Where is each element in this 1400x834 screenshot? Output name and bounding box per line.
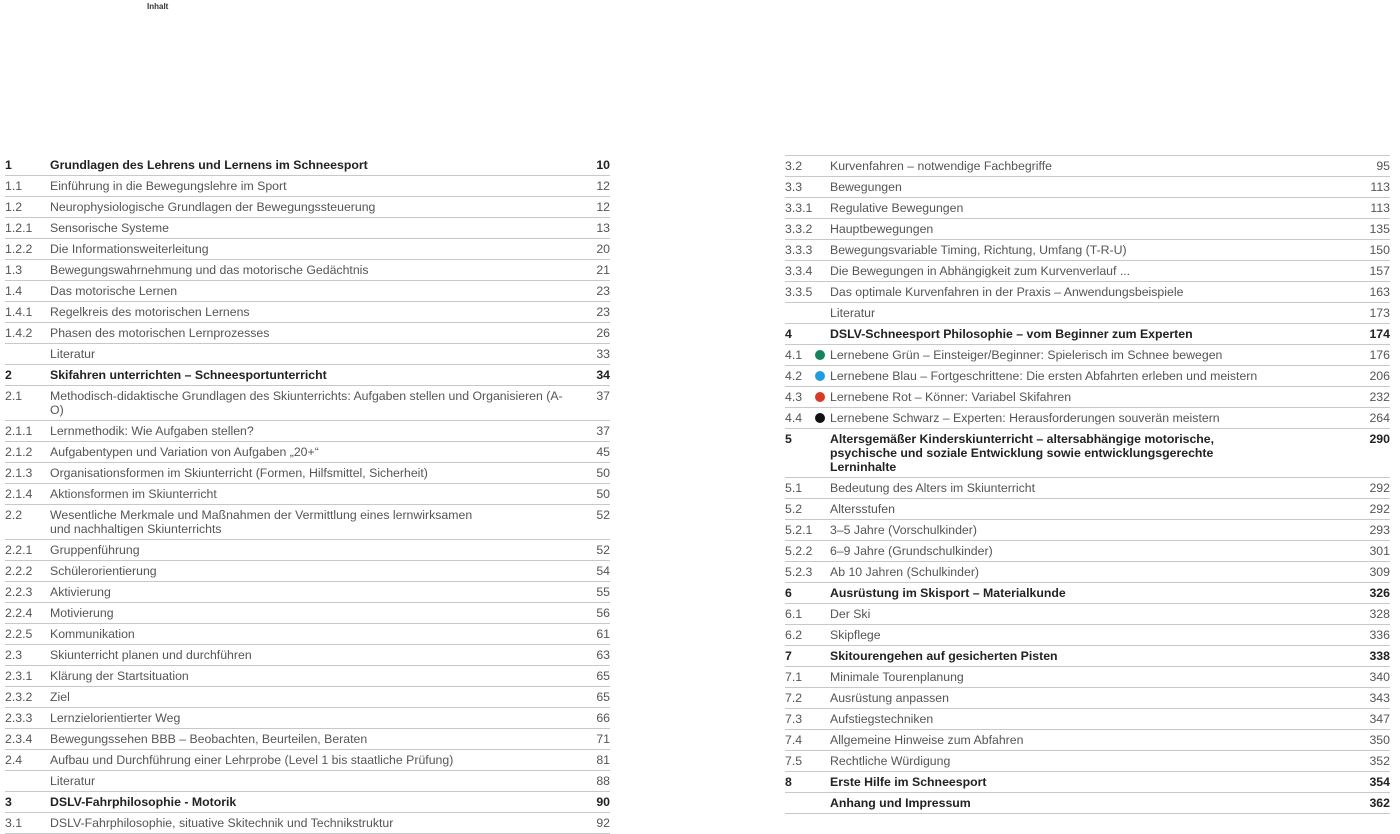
entry-page: 336 bbox=[1369, 628, 1390, 642]
entry-number: 7.4 bbox=[785, 733, 803, 747]
entry-title: Regelkreis des motorischen Lernens bbox=[50, 305, 250, 319]
toc-entry[interactable] bbox=[5, 463, 610, 484]
level-gruen-dot-icon bbox=[815, 350, 825, 360]
entry-number: 3.3.3 bbox=[785, 243, 813, 257]
toc-entry[interactable] bbox=[5, 792, 610, 813]
entry-page: 45 bbox=[596, 445, 610, 459]
toc-entry[interactable] bbox=[5, 729, 610, 750]
entry-title: Bewegungsvariable Timing, Richtung, Umfang (T-R-U) bbox=[830, 243, 1127, 257]
entry-number: 5.2 bbox=[785, 502, 803, 516]
entry-page: 10 bbox=[596, 158, 610, 172]
entry-number: 1.2.1 bbox=[5, 221, 33, 235]
entry-page: 34 bbox=[596, 368, 610, 382]
entry-title: Neurophysiologische Grundlagen der Bewegungssteuerung bbox=[50, 200, 376, 214]
toc-entry[interactable] bbox=[5, 386, 610, 421]
entry-number: 1.3 bbox=[5, 263, 23, 277]
toc-entry[interactable] bbox=[785, 793, 1390, 814]
entry-page: 135 bbox=[1369, 222, 1390, 236]
entry-number: 4.2 bbox=[785, 369, 803, 383]
entry-page: 63 bbox=[596, 648, 610, 662]
toc-entry[interactable] bbox=[785, 772, 1390, 793]
entry-number: 1.2 bbox=[5, 200, 23, 214]
entry-title: Anhang und Impressum bbox=[830, 796, 971, 810]
entry-title: Schülerorientierung bbox=[50, 564, 157, 578]
toc-entry[interactable] bbox=[5, 260, 610, 281]
toc-entry[interactable] bbox=[785, 478, 1390, 499]
entry-title: DSLV-Schneesport Philosophie – vom Beginner zum Experten bbox=[830, 327, 1193, 341]
entry-page: 347 bbox=[1369, 712, 1390, 726]
entry-title: Organisationsformen im Skiunterricht (Formen, Hilfsmittel, Sicherheit) bbox=[50, 466, 428, 480]
entry-number: 2.2.2 bbox=[5, 564, 33, 578]
entry-number: 7.2 bbox=[785, 691, 803, 705]
entry-number: 2.3 bbox=[5, 648, 23, 662]
toc-entry[interactable] bbox=[5, 344, 610, 365]
toc-entry[interactable] bbox=[785, 366, 1390, 387]
entry-number: 3.3 bbox=[785, 180, 803, 194]
toc-entry[interactable] bbox=[785, 345, 1390, 366]
entry-number: 1.1 bbox=[5, 179, 23, 193]
toc-entry[interactable] bbox=[785, 499, 1390, 520]
entry-title: Grundlagen des Lehrens und Lernens im Schneesport bbox=[50, 158, 368, 172]
toc-entry[interactable] bbox=[785, 688, 1390, 709]
entry-title: Ausrüstung im Skisport – Materialkunde bbox=[830, 586, 1066, 600]
entry-page: 88 bbox=[596, 774, 610, 788]
entry-page: 352 bbox=[1369, 754, 1390, 768]
entry-number: 3 bbox=[5, 795, 12, 809]
toc-entry[interactable] bbox=[5, 687, 610, 708]
entry-number: 1 bbox=[5, 158, 12, 172]
entry-page: 52 bbox=[596, 543, 610, 557]
level-blau-dot-icon bbox=[815, 371, 825, 381]
entry-title: Bewegungswahrnehmung und das motorische Gedächtnis bbox=[50, 263, 369, 277]
entry-number: 6 bbox=[785, 586, 792, 600]
entry-page: 163 bbox=[1369, 285, 1390, 299]
entry-page: 350 bbox=[1369, 733, 1390, 747]
entry-number: 4.1 bbox=[785, 348, 803, 362]
entry-number: 2 bbox=[5, 368, 12, 382]
entry-title: Einführung in die Bewegungslehre im Sport bbox=[50, 179, 287, 193]
entry-page: 81 bbox=[596, 753, 610, 767]
entry-number: 3.3.2 bbox=[785, 222, 813, 236]
entry-number: 2.2.1 bbox=[5, 543, 33, 557]
entry-number: 3.3.1 bbox=[785, 201, 813, 215]
toc-entry[interactable] bbox=[5, 421, 610, 442]
entry-title: Lernmethodik: Wie Aufgaben stellen? bbox=[50, 424, 254, 438]
entry-page: 12 bbox=[596, 200, 610, 214]
toc-column-left bbox=[5, 155, 610, 834]
entry-number: 4.3 bbox=[785, 390, 803, 404]
entry-number: 2.4 bbox=[5, 753, 23, 767]
entry-page: 292 bbox=[1369, 481, 1390, 495]
entry-page: 21 bbox=[596, 263, 610, 277]
entry-page: 326 bbox=[1369, 586, 1390, 600]
entry-number: 2.3.2 bbox=[5, 690, 33, 704]
toc-entry[interactable] bbox=[785, 261, 1390, 282]
toc-entry[interactable] bbox=[5, 323, 610, 344]
entry-title: Bewegungen bbox=[830, 180, 902, 194]
toc-entry[interactable] bbox=[5, 813, 610, 834]
entry-number: 2.1.4 bbox=[5, 487, 33, 501]
entry-number: 2.1.3 bbox=[5, 466, 33, 480]
entry-title: Das motorische Lernen bbox=[50, 284, 178, 298]
entry-page: 174 bbox=[1369, 327, 1390, 341]
entry-number: 2.2.4 bbox=[5, 606, 33, 620]
entry-number: 6.2 bbox=[785, 628, 803, 642]
entry-title: Motivierung bbox=[50, 606, 114, 620]
entry-page: 54 bbox=[596, 564, 610, 578]
entry-title: Kommunikation bbox=[50, 627, 135, 641]
entry-page: 157 bbox=[1369, 264, 1390, 278]
entry-number: 5.1 bbox=[785, 481, 803, 495]
entry-number: 7 bbox=[785, 649, 792, 663]
entry-title: Aufgabentypen und Variation von Aufgaben „20+“ bbox=[50, 445, 319, 459]
entry-page: 292 bbox=[1369, 502, 1390, 516]
entry-page: 354 bbox=[1369, 775, 1390, 789]
toc-entry[interactable] bbox=[5, 708, 610, 729]
toc-entry[interactable] bbox=[785, 541, 1390, 562]
entry-page: 113 bbox=[1370, 201, 1390, 215]
entry-title: 6–9 Jahre (Grundschulkinder) bbox=[830, 544, 993, 558]
toc-entry[interactable] bbox=[785, 625, 1390, 646]
entry-title: 3–5 Jahre (Vorschulkinder) bbox=[830, 523, 977, 537]
toc-entry[interactable] bbox=[785, 667, 1390, 688]
entry-page: 90 bbox=[596, 795, 610, 809]
toc-entry[interactable] bbox=[785, 324, 1390, 345]
entry-title: Kurvenfahren – notwendige Fachbegriffe bbox=[830, 159, 1052, 173]
entry-title: Literatur bbox=[830, 306, 876, 320]
entry-page: 113 bbox=[1370, 180, 1390, 194]
entry-title: Ziel bbox=[50, 690, 70, 704]
toc-entry[interactable] bbox=[5, 239, 610, 260]
entry-page: 338 bbox=[1369, 649, 1390, 663]
entry-title: Die Bewegungen in Abhängigkeit zum Kurvenverlauf ... bbox=[830, 264, 1131, 278]
toc-entry[interactable] bbox=[785, 303, 1390, 324]
entry-title: Lernebene Blau – Fortgeschrittene: Die ersten Abfahrten erleben und meistern bbox=[830, 369, 1258, 383]
toc-entry[interactable] bbox=[5, 645, 610, 666]
toc-entry[interactable] bbox=[785, 240, 1390, 261]
toc-entry[interactable] bbox=[785, 429, 1390, 478]
entry-number: 2.1.2 bbox=[5, 445, 33, 459]
entry-title: Hauptbewegungen bbox=[830, 222, 934, 236]
entry-page: 95 bbox=[1376, 159, 1390, 173]
entry-title: Aufstiegstechniken bbox=[830, 712, 934, 726]
entry-page: 173 bbox=[1369, 306, 1390, 320]
entry-number: 3.1 bbox=[5, 816, 23, 830]
entry-number: 4.4 bbox=[785, 411, 803, 425]
entry-title: Gruppenführung bbox=[50, 543, 140, 557]
entry-title: Bewegungssehen BBB – Beobachten, Beurteilen, Beraten bbox=[50, 732, 368, 746]
entry-number: 1.4 bbox=[5, 284, 23, 298]
toc-entry[interactable] bbox=[5, 505, 610, 540]
entry-number: 2.3.1 bbox=[5, 669, 33, 683]
running-header: Inhalt bbox=[147, 2, 169, 11]
toc-entry[interactable] bbox=[5, 750, 610, 771]
entry-page: 26 bbox=[596, 326, 610, 340]
entry-page: 50 bbox=[596, 487, 610, 501]
entry-number: 5.2.3 bbox=[785, 565, 813, 579]
entry-title: Methodisch-didaktische Grundlagen des Skiunterrichts: Aufgaben stellen und Organisieren (A-O) bbox=[50, 389, 563, 417]
entry-page: 23 bbox=[596, 305, 610, 319]
entry-number: 2.2 bbox=[5, 508, 23, 522]
entry-number: 5.2.2 bbox=[785, 544, 813, 558]
entry-page: 264 bbox=[1369, 411, 1390, 425]
entry-title: Die Informationsweiterleitung bbox=[50, 242, 209, 256]
entry-page: 206 bbox=[1369, 369, 1390, 383]
entry-page: 50 bbox=[596, 466, 610, 480]
entry-page: 65 bbox=[596, 690, 610, 704]
entry-title: Minimale Tourenplanung bbox=[830, 670, 964, 684]
entry-page: 71 bbox=[596, 732, 610, 746]
entry-number: 3.3.5 bbox=[785, 285, 813, 299]
entry-title: Das optimale Kurvenfahren in der Praxis – Anwendungsbeispiele bbox=[830, 285, 1184, 299]
toc-entry[interactable] bbox=[785, 198, 1390, 219]
entry-page: 55 bbox=[596, 585, 610, 599]
toc-entry[interactable] bbox=[5, 176, 610, 197]
entry-number: 2.3.4 bbox=[5, 732, 33, 746]
toc-entry[interactable] bbox=[5, 603, 610, 624]
entry-page: 290 bbox=[1369, 432, 1390, 446]
entry-title: Ab 10 Jahren (Schulkinder) bbox=[830, 565, 980, 579]
entry-page: 150 bbox=[1369, 243, 1390, 257]
entry-title: Skitourengehen auf gesicherten Pisten bbox=[830, 649, 1058, 663]
entry-page: 37 bbox=[596, 389, 610, 403]
entry-page: 301 bbox=[1369, 544, 1390, 558]
entry-title: Bedeutung des Alters im Skiunterricht bbox=[830, 481, 1036, 495]
entry-page: 20 bbox=[596, 242, 610, 256]
entry-page: 65 bbox=[596, 669, 610, 683]
entry-title: Lernebene Grün – Einsteiger/Beginner: Spielerisch im Schnee bewegen bbox=[830, 348, 1223, 362]
entry-page: 92 bbox=[596, 816, 610, 830]
entry-title: Altersgemäßer Kinderskiunterricht – altersabhängige motorische, psychische und soziale Entwicklung sowie entwicklungsgerechte Lerninhalte bbox=[830, 432, 1215, 474]
entry-number: 1.4.2 bbox=[5, 326, 33, 340]
toc-entry[interactable] bbox=[785, 219, 1390, 240]
entry-title: Aufbau und Durchführung einer Lehrprobe (Level 1 bis staatliche Prüfung) bbox=[50, 753, 454, 767]
entry-page: 293 bbox=[1369, 523, 1390, 537]
entry-number: 7.1 bbox=[785, 670, 803, 684]
entry-title: Ausrüstung anpassen bbox=[830, 691, 949, 705]
entry-title: Wesentliche Merkmale und Maßnahmen der Vermittlung eines lernwirksamen und nachhaltigen Skiunterrichts bbox=[50, 508, 473, 536]
entry-title: Aktionsformen im Skiunterricht bbox=[50, 487, 217, 501]
toc-entry[interactable] bbox=[5, 197, 610, 218]
toc-entry[interactable] bbox=[5, 624, 610, 645]
entry-page: 340 bbox=[1369, 670, 1390, 684]
toc-entry[interactable] bbox=[5, 365, 610, 386]
entry-number: 8 bbox=[785, 775, 792, 789]
entry-title: Literatur bbox=[50, 774, 96, 788]
entry-title: Literatur bbox=[50, 347, 96, 361]
entry-number: 2.3.3 bbox=[5, 711, 33, 725]
toc-entry[interactable] bbox=[785, 604, 1390, 625]
entry-number: 2.1.1 bbox=[5, 424, 33, 438]
entry-page: 33 bbox=[596, 347, 610, 361]
toc-entry[interactable] bbox=[785, 282, 1390, 303]
entry-title: Rechtliche Würdigung bbox=[830, 754, 951, 768]
toc-entry[interactable] bbox=[785, 156, 1390, 177]
toc-entry[interactable] bbox=[5, 582, 610, 603]
toc-entry[interactable] bbox=[785, 751, 1390, 772]
entry-page: 362 bbox=[1369, 796, 1390, 810]
level-schwarz-dot-icon bbox=[815, 413, 825, 423]
entry-title: DSLV-Fahrphilosophie, situative Skitechnik und Technikstruktur bbox=[50, 816, 394, 830]
entry-title: Lernzielorientierter Weg bbox=[50, 711, 181, 725]
toc-entry[interactable] bbox=[5, 484, 610, 505]
toc-entry[interactable] bbox=[785, 583, 1390, 604]
entry-page: 309 bbox=[1369, 565, 1390, 579]
toc-entry[interactable] bbox=[785, 709, 1390, 730]
entry-title: DSLV-Fahrphilosophie - Motorik bbox=[50, 795, 237, 809]
entry-title: Regulative Bewegungen bbox=[830, 201, 964, 215]
toc-entry[interactable] bbox=[5, 540, 610, 561]
entry-number: 2.2.3 bbox=[5, 585, 33, 599]
entry-title: Skifahren unterrichten – Schneesportunterricht bbox=[50, 368, 327, 382]
entry-number: 1.2.2 bbox=[5, 242, 33, 256]
entry-page: 23 bbox=[596, 284, 610, 298]
toc-entry[interactable] bbox=[5, 442, 610, 463]
entry-title: Skiunterricht planen und durchführen bbox=[50, 648, 252, 662]
entry-page: 328 bbox=[1369, 607, 1390, 621]
level-rot-dot-icon bbox=[815, 392, 825, 402]
entry-page: 176 bbox=[1369, 348, 1390, 362]
entry-page: 61 bbox=[596, 627, 610, 641]
toc-entry[interactable] bbox=[5, 666, 610, 687]
entry-number: 5 bbox=[785, 432, 792, 446]
entry-page: 12 bbox=[596, 179, 610, 193]
entry-title: Allgemeine Hinweise zum Abfahren bbox=[830, 733, 1024, 747]
entry-page: 56 bbox=[596, 606, 610, 620]
entry-number: 7.5 bbox=[785, 754, 803, 768]
toc-entry[interactable] bbox=[785, 387, 1390, 408]
toc-entry[interactable] bbox=[785, 408, 1390, 429]
entry-number: 6.1 bbox=[785, 607, 803, 621]
entry-number: 4 bbox=[785, 327, 792, 341]
entry-page: 13 bbox=[596, 221, 610, 235]
toc-entry[interactable] bbox=[785, 730, 1390, 751]
entry-title: Der Ski bbox=[830, 607, 871, 621]
entry-page: 52 bbox=[596, 508, 610, 522]
toc-entry[interactable] bbox=[5, 561, 610, 582]
entry-title: Phasen des motorischen Lernprozesses bbox=[50, 326, 270, 340]
entry-title: Altersstufen bbox=[830, 502, 895, 516]
entry-number: 1.4.1 bbox=[5, 305, 33, 319]
entry-title: Erste Hilfe im Schneesport bbox=[830, 775, 987, 789]
toc-entry[interactable] bbox=[5, 281, 610, 302]
entry-number: 5.2.1 bbox=[785, 523, 813, 537]
entry-number: 3.2 bbox=[785, 159, 803, 173]
toc-column-right bbox=[785, 155, 1390, 814]
entry-title: Lernebene Rot – Könner: Variabel Skifahren bbox=[830, 390, 1072, 404]
entry-page: 232 bbox=[1369, 390, 1390, 404]
entry-page: 343 bbox=[1369, 691, 1390, 705]
entry-number: 2.1 bbox=[5, 389, 23, 403]
toc-entry[interactable] bbox=[785, 520, 1390, 541]
toc-entry[interactable] bbox=[5, 302, 610, 323]
entry-page: 37 bbox=[596, 424, 610, 438]
entry-page: 66 bbox=[596, 711, 610, 725]
entry-title: Klärung der Startsituation bbox=[50, 669, 189, 683]
entry-title: Lernebene Schwarz – Experten: Herausforderungen souverän meistern bbox=[830, 411, 1220, 425]
entry-number: 7.3 bbox=[785, 712, 803, 726]
entry-title: Skipflege bbox=[830, 628, 881, 642]
entry-number: 3.3.4 bbox=[785, 264, 813, 278]
entry-number: 2.2.5 bbox=[5, 627, 33, 641]
entry-title: Sensorische Systeme bbox=[50, 221, 169, 235]
toc-entry[interactable] bbox=[5, 218, 610, 239]
toc-entry[interactable] bbox=[5, 771, 610, 792]
toc-entry[interactable] bbox=[785, 562, 1390, 583]
entry-title: Aktivierung bbox=[50, 585, 111, 599]
toc-entry[interactable] bbox=[5, 155, 610, 176]
toc-entry[interactable] bbox=[785, 646, 1390, 667]
toc-entry[interactable] bbox=[785, 177, 1390, 198]
